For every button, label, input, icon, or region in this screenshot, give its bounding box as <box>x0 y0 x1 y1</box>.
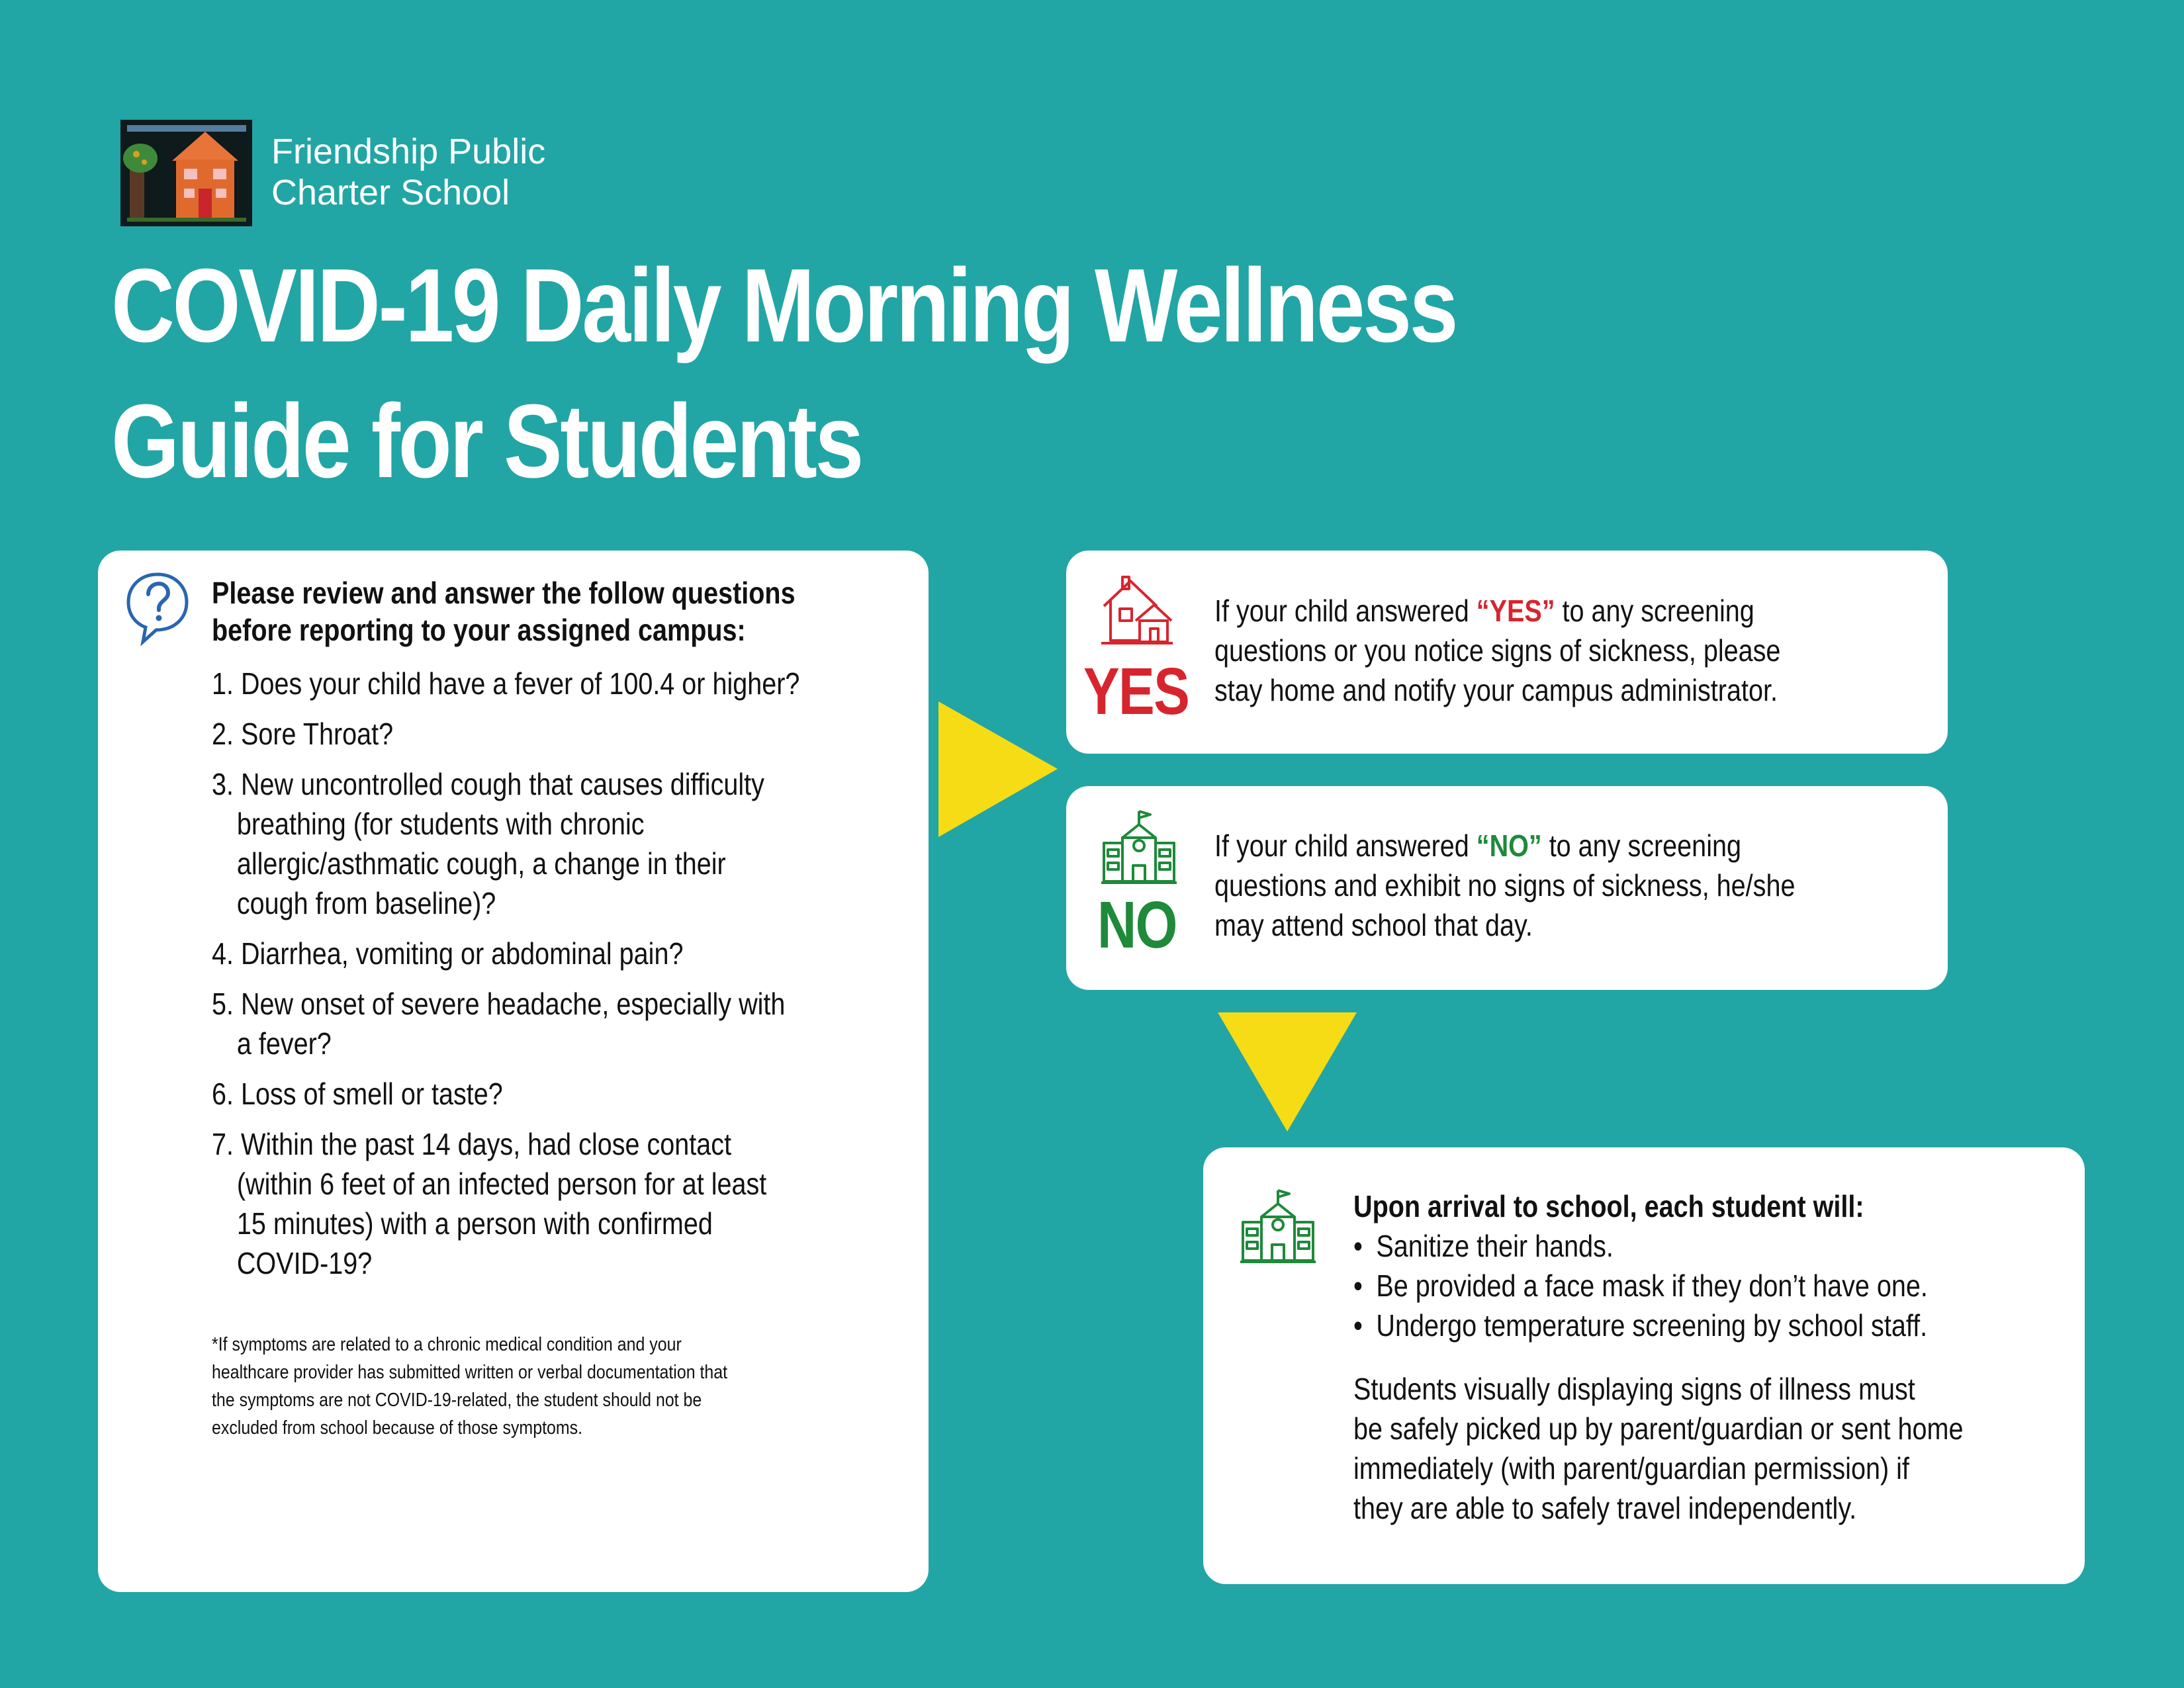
question-line: 5. New onset of severe headache, especially with <box>212 987 786 1021</box>
question-item-7 <box>212 1124 799 1283</box>
arrival-title: Upon arrival to school, each student will: <box>1353 1189 1864 1223</box>
question-item-5 <box>212 984 799 1063</box>
school-building-icon <box>1239 1188 1317 1266</box>
school-logo-artwork <box>120 120 252 226</box>
no-keyword: “NO” <box>1476 828 1542 863</box>
page-title-line1: COVID-19 Daily Morning Wellness <box>111 247 1457 364</box>
question-line: allergic/asthmatic cough, a change in their <box>236 846 726 881</box>
illness-pickup-paragraph <box>1353 1369 1963 1528</box>
yes-label: YES <box>1083 654 1189 729</box>
no-text-line1 <box>1214 826 1795 866</box>
question-line: 4. Diarrhea, vomiting or abdominal pain? <box>212 936 684 971</box>
screening-questions-list <box>212 664 799 1294</box>
question-line: cough from baseline)? <box>236 886 496 920</box>
question-line: breathing (for students with chronic <box>236 807 645 841</box>
footnote-line: *If symptoms are related to a chronic medical condition and your <box>212 1334 682 1355</box>
question-item-4 <box>212 934 799 973</box>
school-name-line2: Charter School <box>271 173 510 212</box>
question-line: 15 minutes) with a person with confirmed <box>236 1206 713 1241</box>
school-name-line1: Friendship Public <box>271 132 546 171</box>
school-building-icon <box>1100 809 1178 887</box>
question-line: 7. Within the past 14 days, had close contact <box>212 1127 732 1161</box>
footnote-line: the symptoms are not COVID-19-related, the student should not be <box>212 1390 702 1411</box>
question-line: (within 6 feet of an infected person for at least <box>236 1167 767 1201</box>
arrival-steps-list <box>1353 1226 1928 1345</box>
question-line: 2. Sore Throat? <box>212 717 394 751</box>
down-arrow-icon <box>1218 1012 1357 1132</box>
chronic-condition-footnote <box>212 1331 727 1442</box>
question-bubble-icon <box>123 570 192 650</box>
questions-intro-line2: before reporting to your assigned campus: <box>212 613 746 647</box>
paragraph-line: be safely picked up by parent/guardian or sent home <box>1353 1411 1964 1446</box>
arrival-step <box>1353 1266 1928 1306</box>
question-item-3 <box>212 764 799 923</box>
right-arrow-icon <box>938 701 1058 837</box>
footnote-line: excluded from school because of those symptoms. <box>212 1417 583 1439</box>
arrival-step <box>1353 1306 1928 1345</box>
yes-text-line2: questions or you notice signs of sickness, please <box>1214 633 1781 668</box>
school-logo <box>120 120 252 226</box>
bullet-icon: • <box>1353 1268 1363 1303</box>
house-icon <box>1100 572 1174 651</box>
yes-outcome-text <box>1214 591 1780 710</box>
arrival-step-text: Sanitize their hands. <box>1376 1229 1614 1263</box>
question-line: COVID-19? <box>236 1246 373 1280</box>
paragraph-line: they are able to safely travel independently. <box>1353 1491 1857 1525</box>
question-item-2 <box>212 714 799 754</box>
question-item-1 <box>212 664 799 703</box>
no-text-pre: If your child answered <box>1214 828 1477 863</box>
page-title <box>111 238 1456 510</box>
arrival-step-text: Undergo temperature screening by school staff. <box>1376 1308 1928 1343</box>
question-line: 1. Does your child have a fever of 100.4 or higher? <box>212 666 800 701</box>
question-item-6 <box>212 1074 799 1114</box>
question-line: 6. Loss of smell or taste? <box>212 1077 503 1111</box>
questions-intro-line1: Please review and answer the follow questions <box>212 576 796 610</box>
no-text-line2: questions and exhibit no signs of sickness, he/she <box>1214 868 1796 903</box>
paragraph-line: Students visually displaying signs of illness must <box>1353 1372 1915 1406</box>
question-line: 3. New uncontrolled cough that causes difficulty <box>212 767 764 801</box>
yes-text-line1 <box>1214 591 1780 631</box>
arrival-step-text: Be provided a face mask if they don’t have one. <box>1376 1268 1928 1303</box>
no-label: NO <box>1097 888 1177 962</box>
question-line: a fever? <box>236 1026 332 1061</box>
yes-text-pre: If your child answered <box>1214 594 1477 628</box>
school-name <box>271 131 545 213</box>
no-outcome-text <box>1214 826 1795 945</box>
paragraph-line: immediately (with parent/guardian permission) if <box>1353 1451 1909 1486</box>
no-text-post: to any screening <box>1541 828 1741 863</box>
no-text-line3: may attend school that day. <box>1214 908 1533 942</box>
footnote-line: healthcare provider has submitted written or verbal documentation that <box>212 1362 728 1383</box>
questions-intro <box>212 574 796 648</box>
yes-text-post: to any screening <box>1555 594 1754 628</box>
yes-text-line3: stay home and notify your campus administrator. <box>1214 673 1778 707</box>
bullet-icon: • <box>1353 1229 1363 1263</box>
page-title-line2: Guide for Students <box>111 383 862 500</box>
bullet-icon: • <box>1353 1308 1363 1343</box>
arrival-step <box>1353 1226 1928 1266</box>
yes-keyword: “YES” <box>1476 594 1555 628</box>
